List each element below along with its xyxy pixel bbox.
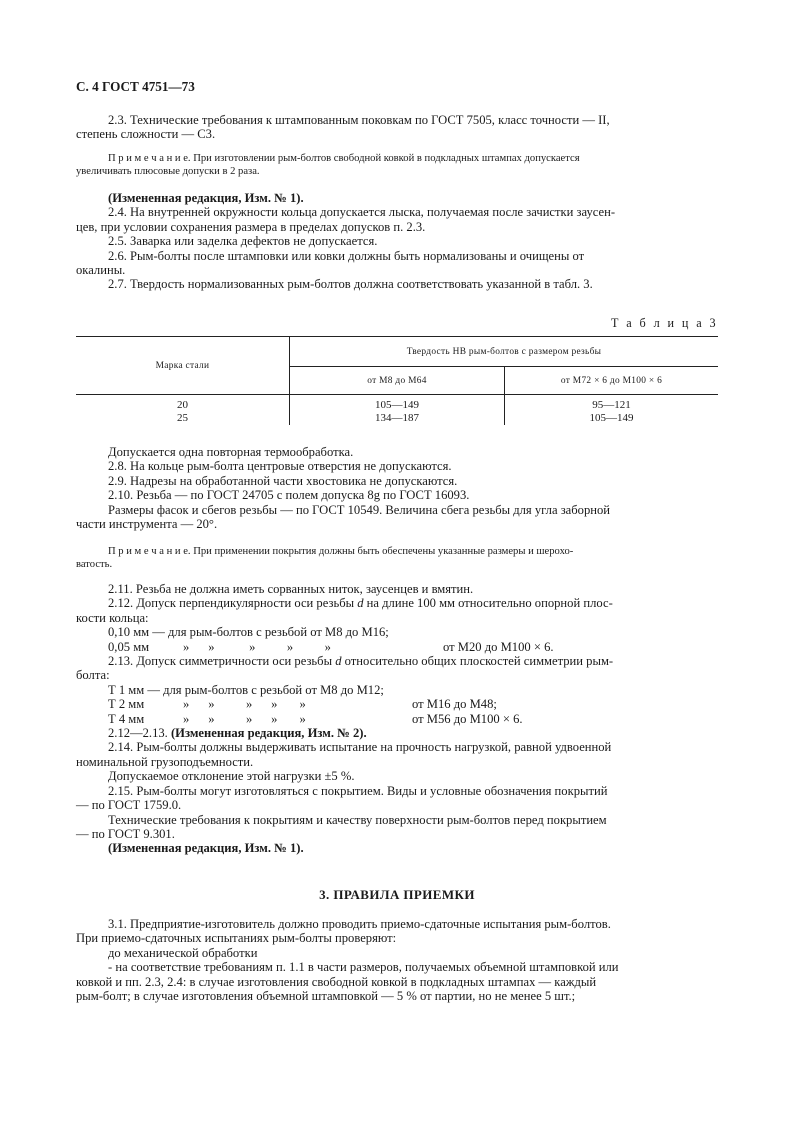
note-1-label: П р и м е ч а н и е.: [108, 153, 191, 164]
coating-req-line2: — по ГОСТ 9.301.: [76, 826, 175, 841]
clause-2-14-line2: номинальной грузоподъемности.: [76, 754, 254, 769]
chamfer-line1: Размеры фасок и сбегов резьбы — по ГОСТ 10549. Величина сбега резьбы для угла заборной: [108, 502, 611, 517]
clause-2-3-line2: степень сложности — С3.: [76, 127, 216, 142]
clauses-2-11-to-2-15: [76, 582, 718, 856]
table-header-steel: Марка стали: [76, 337, 290, 395]
table-cell-hardness-1: 105—149: [290, 395, 505, 412]
clause-2-8: 2.8. На кольце рым-болта центровые отверстия не допускаются.: [108, 459, 452, 474]
clause-2-6-line2: окалины.: [76, 263, 126, 278]
clause-2-7: 2.7. Твердость нормализованных рым-болтов должна соответствовать указанной в табл. 3.: [108, 277, 593, 292]
table-subheader-m8-m64: от М8 до М64: [290, 367, 505, 395]
note-1: [76, 152, 718, 178]
clause-2-12-var: d: [357, 596, 364, 611]
clause-2-5: 2.5. Заварка или заделка дефектов не допускается.: [108, 234, 378, 249]
section-3-heading: 3. ПРАВИЛА ПРИЕМКИ: [319, 887, 475, 902]
clause-2-13-a: 2.13. Допуск симметричности оси резьбы: [108, 654, 336, 669]
note-1-line2: увеличивать плюсовые допуски в 2 раза.: [76, 166, 260, 177]
sym3-b: от М56 до М100 × 6.: [412, 711, 523, 726]
list-line3: рым-болт; в случае изготовления объемной штамповкой — 5 % от партии, но не менее 5 шт.;: [76, 989, 576, 1004]
sym-line1: Т 1 мм — для рым-болтов с резьбой от М8 до М12;: [108, 682, 384, 697]
sym2-quotes: » » » » »: [183, 697, 306, 712]
revision-note-2: (Измененная редакция, Изм. № 2).: [170, 726, 367, 741]
clauses-2-8-to-2-10: [76, 445, 718, 531]
clauses-2-4-to-2-7: [76, 191, 718, 292]
sym-line3: [76, 712, 718, 726]
revision-note-3: (Измененная редакция, Изм. № 1).: [108, 841, 304, 856]
clause-2-13-var: d: [335, 654, 342, 669]
coating-req-line1: Технические требования к покрытиям и качеству поверхности рым-болтов перед покрытием: [108, 812, 607, 827]
perp-line1: 0,10 мм — для рым-болтов с резьбой от М8 до М16;: [108, 625, 389, 640]
clause-3-1-line2: При приемо-сдаточных испытаниях рым-болты проверяют:: [76, 931, 397, 946]
page-header: С. 4 ГОСТ 4751—73: [76, 79, 195, 94]
clause-2-15-line1: 2.15. Рым-болты могут изготовляться с покрытием. Виды и условные обозначения покрытий: [108, 783, 608, 798]
table-3: [76, 336, 718, 425]
table-cell-steel: 20: [177, 399, 188, 411]
clause-2-13-b: относительно общих плоскостей симметрии рым-: [341, 654, 614, 669]
sym2-a: Т 2 мм: [108, 697, 145, 712]
clause-2-4-line1: 2.4. На внутренней окружности кольца допускается лыска, получаемая после зачистки заусен-: [108, 205, 616, 220]
table-3-title: Т а б л и ц а 3: [610, 316, 718, 330]
table-subheader-m72-m100: от М72 × 6 до М100 × 6: [505, 367, 719, 395]
perp2-a: 0,05 мм: [108, 639, 150, 654]
perp2-b: от М20 до М100 × 6.: [443, 639, 554, 654]
clause-3-1-line1: 3.1. Предприятие-изготовитель должно проводить приемо-сдаточные испытания рым-болтов.: [108, 917, 611, 931]
chamfer-line2: части инструмента — 20°.: [76, 517, 218, 532]
thermo-note: Допускается одна повторная термообработка.: [108, 445, 354, 459]
sym2-b: от М16 до М48;: [412, 697, 497, 712]
table-cell-steel: 25: [177, 412, 188, 424]
revision-note-1: (Измененная редакция, Изм. № 1).: [108, 191, 304, 205]
clause-2-14-line1: 2.14. Рым-болты должны выдерживать испытание на прочность нагрузкой, равной удвоенной: [108, 740, 612, 755]
table-row: [76, 395, 718, 412]
before-machining: до механической обработки: [108, 945, 258, 960]
clause-2-15-line2: — по ГОСТ 1759.0.: [76, 798, 182, 813]
clause-2-6-line1: 2.6. Рым-болты после штамповки или ковки должны быть нормализованы и очищены от: [108, 248, 585, 263]
clause-2-10: 2.10. Резьба — по ГОСТ 24705 с полем допуска 8g по ГОСТ 16093.: [108, 488, 470, 503]
list-line2: ковкой и пп. 2.3, 2.4: в случае изготовления свободной ковкой в подкладных штампах — каждый: [76, 974, 597, 989]
table-header-hardness: Твердость НВ рым-болтов с размером резьбы: [290, 337, 719, 367]
deviation-note: Допускаемое отклонение этой нагрузки ±5 %.: [108, 769, 355, 784]
note-2-text: При применении покрытия должны быть обеспечены указанные размеры и шерохо-: [190, 546, 574, 557]
clause-2-11: 2.11. Резьба не должна иметь сорванных ниток, заусенцев и вмятин.: [108, 582, 474, 596]
sym-line2: [76, 697, 718, 711]
list-line1: - на соответствие требованиям п. 1.1 в части размеров, получаемых объемной штамповкой или: [108, 960, 619, 975]
clause-2-3: [76, 113, 718, 142]
clause-2-9: 2.9. Надрезы на обработанной части хвостовика не допускаются.: [108, 473, 458, 488]
table-row: [76, 411, 718, 425]
clause-2-12-line2: кости кольца:: [76, 610, 149, 625]
clause-3-1: [76, 917, 718, 1003]
note-2: [76, 545, 718, 571]
note-2-line2: ватость.: [76, 559, 113, 570]
clause-2-4-line2: цев, при условии сохранения размера в пределах допусков п. 2.3.: [76, 219, 426, 234]
clause-2-12-b: на длине 100 мм относительно опорной плос-: [363, 596, 613, 611]
note-1-text: При изготовлении рым-болтов свободной ковкой в подкладных штампах допускается: [190, 153, 580, 164]
clause-2-13-line2: болта:: [76, 668, 110, 683]
sym3-a: Т 4 мм: [108, 711, 145, 726]
sym3-quotes: » » » » »: [183, 711, 306, 726]
table-cell-hardness-2: 95—121: [505, 395, 719, 412]
note-2-label: П р и м е ч а н и е.: [108, 546, 191, 557]
perp-line2: [76, 640, 718, 654]
clause-2-12-a: 2.12. Допуск перпендикулярности оси резьбы: [108, 596, 358, 611]
table-cell-hardness-1: 134—187: [290, 411, 505, 425]
rev2-prefix: 2.12—2.13.: [108, 726, 171, 741]
clause-2-3-line1: 2.3. Технические требования к штампованным поковкам по ГОСТ 7505, класс точности — II,: [108, 113, 610, 127]
table-cell-hardness-2: 105—149: [505, 411, 719, 425]
perp2-quotes: » » » » »: [183, 639, 331, 654]
